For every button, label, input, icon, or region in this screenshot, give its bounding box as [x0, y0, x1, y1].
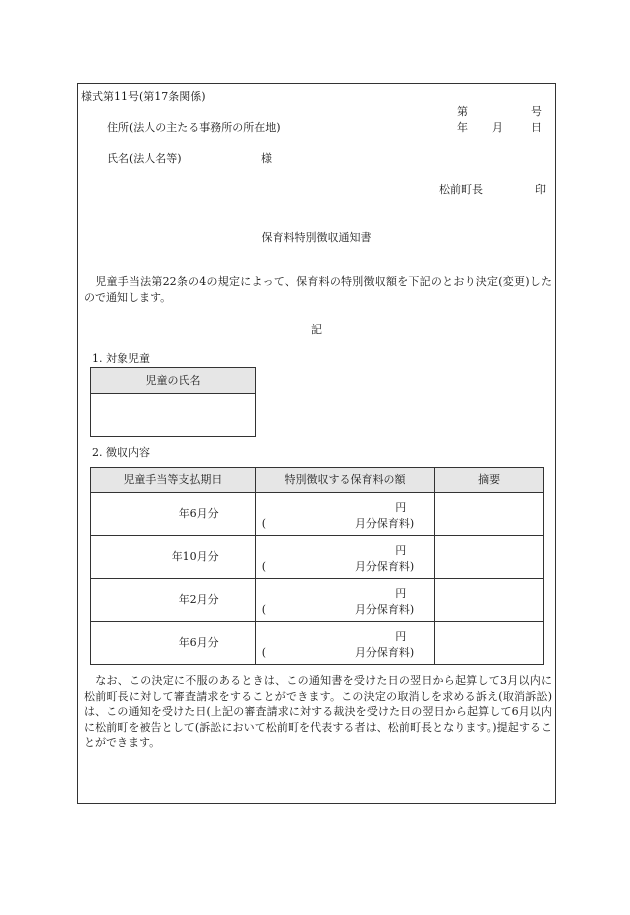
notice-paragraph: なお、この決定に不服のあるときは、この通知書を受けた日の翌日から起算して3月以内に松前町長に対して審査請求をすることができます。この決定の取消しを求める訴え(取消訴訟)は、この通知を受けた日(上記の審査請求に対する裁決を受けた日の翌日から起算して6月以内に松前町を被告として(訴訟において松前町を代表する者は、松前町長となります。)提起することができます。	[84, 674, 552, 749]
table-row	[91, 536, 544, 579]
date-month: 月	[492, 121, 503, 134]
address-label: 住所(法人の主たる事務所の所在地)	[107, 121, 281, 134]
period-cell: 年2月分	[91, 579, 256, 622]
child-name-header: 児童の氏名	[91, 368, 256, 394]
seal-mark: 印	[535, 183, 546, 196]
amount-cell[interactable]	[255, 493, 435, 536]
name-label: 氏名(法人名等)	[107, 152, 182, 165]
month-fee-label: 月分保育料)	[354, 517, 415, 530]
yen-unit: 円	[395, 501, 407, 514]
remarks-cell[interactable]	[435, 536, 544, 579]
date-day: 日	[531, 121, 542, 134]
sama-honorific: 様	[261, 152, 272, 165]
remarks-cell[interactable]	[435, 622, 544, 665]
period-cell: 年10月分	[91, 536, 256, 579]
child-name-cell[interactable]	[91, 394, 256, 437]
body-paragraph: 児童手当法第22条の4の規定によって、保育料の特別徴収額を下記のとおり決定(変更)したので通知します。	[84, 275, 552, 304]
amount-cell[interactable]	[255, 579, 435, 622]
header-fee-amount: 特別徴収する保育料の額	[255, 468, 435, 493]
yen-unit: 円	[395, 630, 407, 643]
month-fee-label: 月分保育料)	[354, 646, 415, 659]
issuer-name: 松前町長	[439, 183, 483, 196]
period-cell: 年6月分	[91, 493, 256, 536]
open-paren: (	[261, 560, 266, 573]
period-cell: 年6月分	[91, 622, 256, 665]
form-number: 様式第11号(第17条関係)	[81, 90, 206, 103]
amount-cell[interactable]	[255, 536, 435, 579]
open-paren: (	[261, 517, 266, 530]
yen-unit: 円	[395, 544, 407, 557]
date-year: 年	[457, 121, 468, 134]
month-fee-label: 月分保育料)	[354, 560, 415, 573]
page-title: 保育料特別徴収通知書	[261, 231, 372, 244]
header-payment-date: 児童手当等支払期日	[91, 468, 256, 493]
ki-heading: 記	[311, 323, 322, 336]
child-table	[90, 367, 256, 437]
open-paren: (	[261, 603, 266, 616]
open-paren: (	[261, 646, 266, 659]
remarks-cell[interactable]	[435, 493, 544, 536]
yen-unit: 円	[395, 587, 407, 600]
table-row	[91, 579, 544, 622]
doc-number-dai: 第	[457, 105, 468, 118]
table-row	[91, 493, 544, 536]
section1-heading: 1. 対象児童	[92, 352, 150, 365]
section2-heading: 2. 徴収内容	[92, 446, 150, 459]
header-remarks: 摘要	[435, 468, 544, 493]
doc-number-go: 号	[531, 105, 542, 118]
table-row	[91, 622, 544, 665]
month-fee-label: 月分保育料)	[354, 603, 415, 616]
remarks-cell[interactable]	[435, 579, 544, 622]
collection-table	[90, 467, 544, 665]
form-frame	[77, 83, 556, 804]
amount-cell[interactable]	[255, 622, 435, 665]
